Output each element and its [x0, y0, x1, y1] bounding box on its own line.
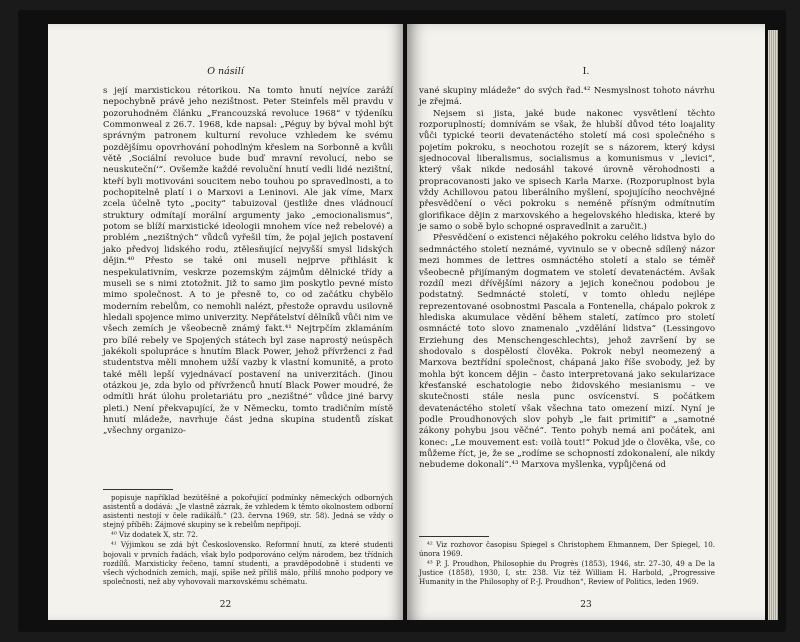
- paragraph: vané skupiny mládeže“ do svých řad.⁴² Nesmyslnost tohoto návrhu je zřejmá.: [419, 86, 715, 108]
- paragraph: s její marxistickou rétorikou. Na tomto hnutí nejvíce zaráží nepochybně právě jeho nezištnost. Peter Steinfels měl pravdu v pozoruhodném článku „Francouzská revoluce 1968“ v týdeníku Commonweal z 26.7. 1968, kde napsal: „Péguy by býval mohl být správným patronem kulturní revoluce vzhledem ke svému pozdějšímu opovrhování pohodlným křeslem na Sorbonně a kvůli větě ‚Sociální revoluce bude buď mravní revolucí, nebo se neuskuteční‘“. Ovšemže každé revoluční hnutí vedli lidé nezištní, kteří byli motivováni soucitem nebo touhou po spravedlnosti, a to pochopitelně platí i o Marxovi a Leninovi. Ale jak víme, Marx zcela účelně tyto „pocity“ tabuizoval (jestliže dnes vládnoucí struktury odmítají morální argumenty jako „emocionalismus“, potom se blíží marxistické ideologii mnohem více než rebelové) a problém „nezištných“ vůdců vyřešil tím, že pojal jejich postavení jako předvoj lidského rodu, ztělesňující nejvyšší smysl lidských dějin.⁴⁰ Přesto se také oni museli nejprve přihlásit k nespekulativním, veskrze pozemským zájmům dělnické třídy a museli se s nimi ztotožnit. Již to samo jim poskytlo pevné místo mimo společnost. A to je přesně to, co od začátku chybělo moderním rebelům, co nemohli nalézt, přestože opravdu usilovně hledali spojence mimo univerzity. Nepřátelství dělníků vůči nim ve všech zemích je všeobecně známý fakt.⁴¹ Nejtrpčím zklamáním pro bílé rebely ve Spojených státech byl zase naprostý neúspěch jakékoli spolupráce s hnutím Black Power, jehož přívrženci z řad studentstva měli mnohem užší vazby k vlastní komunitě, a proto také měli lepší vyjednávací postavení na univerzitách. (Jinou otázkou je, zda bylo od přívrženců hnutí Black Power moudré, že odmítli hrát úlohu proletariátu pro „nezištné“ vůdce jiné barvy pleti.) Není překvapující, že v Německu, tomto tradičním místě hnutí mládeže, navrhuje část jedna skupina studentů získat „všechny organizo-: [103, 86, 393, 437]
- footnotes: [419, 540, 715, 587]
- footnote: popisuje například bezútěšné a pokořující podmínky německých odborných asistentů a dodává: „Je vlastně zázrak, že vzhledem k těmto okolnostem odborní asistenti nestojí v čele radikálů.“ (23. června 1969, str. 58). Jedná se vždy o stejný příběh: Zájmové skupiny se k rebelům nepřipojí.: [103, 493, 393, 530]
- right-page: [407, 24, 765, 620]
- footnote: ⁴⁰ Viz dodatek X, str. 72.: [111, 530, 198, 540]
- running-header: I.: [582, 66, 590, 77]
- footnote: ⁴² Viz rozhovor časopisu Spiegel s Christophem Ehmannem, Der Spiegel, 10. února 1969.: [419, 540, 715, 559]
- footnote-rule: [419, 536, 489, 537]
- page-edges: [768, 30, 778, 620]
- footnote: ⁴¹ Výjimkou se zdá být Československo. Reformní hnutí, za které studenti bojovali v prvních řadách, však bylo podporováno celým národem, bez třídních rozdílů. Marxisticky řečeno, tamní studenti, a pravděpodobně i studenti ve všech východních zemích, mají, spíše než příliš málo, příliš mnoho podpory ve společnosti, než aby vyhovovali marxovskému schématu.: [103, 540, 393, 586]
- page-number: 23: [580, 600, 592, 610]
- page-number: 22: [219, 600, 232, 610]
- footnotes: [103, 493, 393, 587]
- main-text: [103, 86, 393, 438]
- footnote-rule: [103, 489, 173, 490]
- left-page: [48, 24, 403, 620]
- running-header: O násilí: [207, 66, 244, 77]
- paragraph: Přesvědčení o existenci nějakého pokroku celého lidstva bylo do sedmnáctého století neznámé, vyvinulo se v obecně sdílený názor mezi hommes de lettres osmnáctého století a stalo se téměř všeobecně přijímaným dogmatem ve století devatenáctém. Avšak rozdíl mezi dřívějšími názory a jejich konečnou podobou je podstatný. Sedmnácté století, v tomto ohledu nejlépe reprezentované osobnostmi Pascala a Fontenella, chápalo pokrok z hlediska akumulace vědění během staletí, zatímco pro století osmnácté toto slovo znamenalo „vzdělání lidstva“ (Lessingovo Erziehung des Menschengeschlechts), jehož završení by se shodovalo s dospělostí člověka. Pokrok nebyl neomezený a Marxova beztřídní společnost, chápaná jako říše svobody, jež by mohla být koncem dějin – často interpretovaná jako sekularizace křesťanské eschatologie nebo židovského mesianismu – ve skutečnosti stále nesla punc osvícenství. S počátkem devatenáctého století však všechna tato omezení mizí. Nyní je podle Proudhonových slov pohyb „le fait primitif“ a „samotné zákony pohybu jsou věčné“. Tento pohyb nemá ani počátek, ani konec: „Le mouvement est: voilà tout!“ Pokud jde o člověka, vše, co můžeme říct, je, že se „rodíme se schopností zdokonalení, ale nikdy nebudeme dokonalí“.⁴³ Marxova myšlenka, vypůjčená od: [419, 233, 715, 471]
- main-text: [419, 86, 715, 472]
- footnote: ⁴³ P. J. Proudhon, Philosophie du Progrès (1853), 1946, str. 27–30, 49 a De la Justice (1858), 1930, I, str. 238. Viz též William H. Harbold, „Progressive Humanity in the Philosophy of P.-J. Proudhon“, Review of Politics, leden 1969.: [419, 559, 715, 587]
- paragraph: Nejsem si jista, jaké bude nakonec vysvětlení těchto rozporuplností; domnívám se však, že hlubší důvod této loajality vůči typické teorii devatenáctého století má cosi společného s pojetím pokroku, s neochotou rozejít se s názorem, který kdysi sjednocoval liberalismus, socialismus a komunismus v „levici“, který však nikde nedosáhl takové úrovně věrohodnosti a propracovanosti jako ve spisech Karla Marxe. (Rozporuplnost byla vždy Achillovou patou liberálního myšlení, spojujícího neochvějné přesvědčení o věci pokroku s neméně přísným odmítnutím glorifikace dějin z marxovského a hegelovského hlediska, které by je samo o sobě bylo schopné ospravedlnit a zaručit.): [419, 108, 715, 233]
- open-book: [18, 10, 786, 632]
